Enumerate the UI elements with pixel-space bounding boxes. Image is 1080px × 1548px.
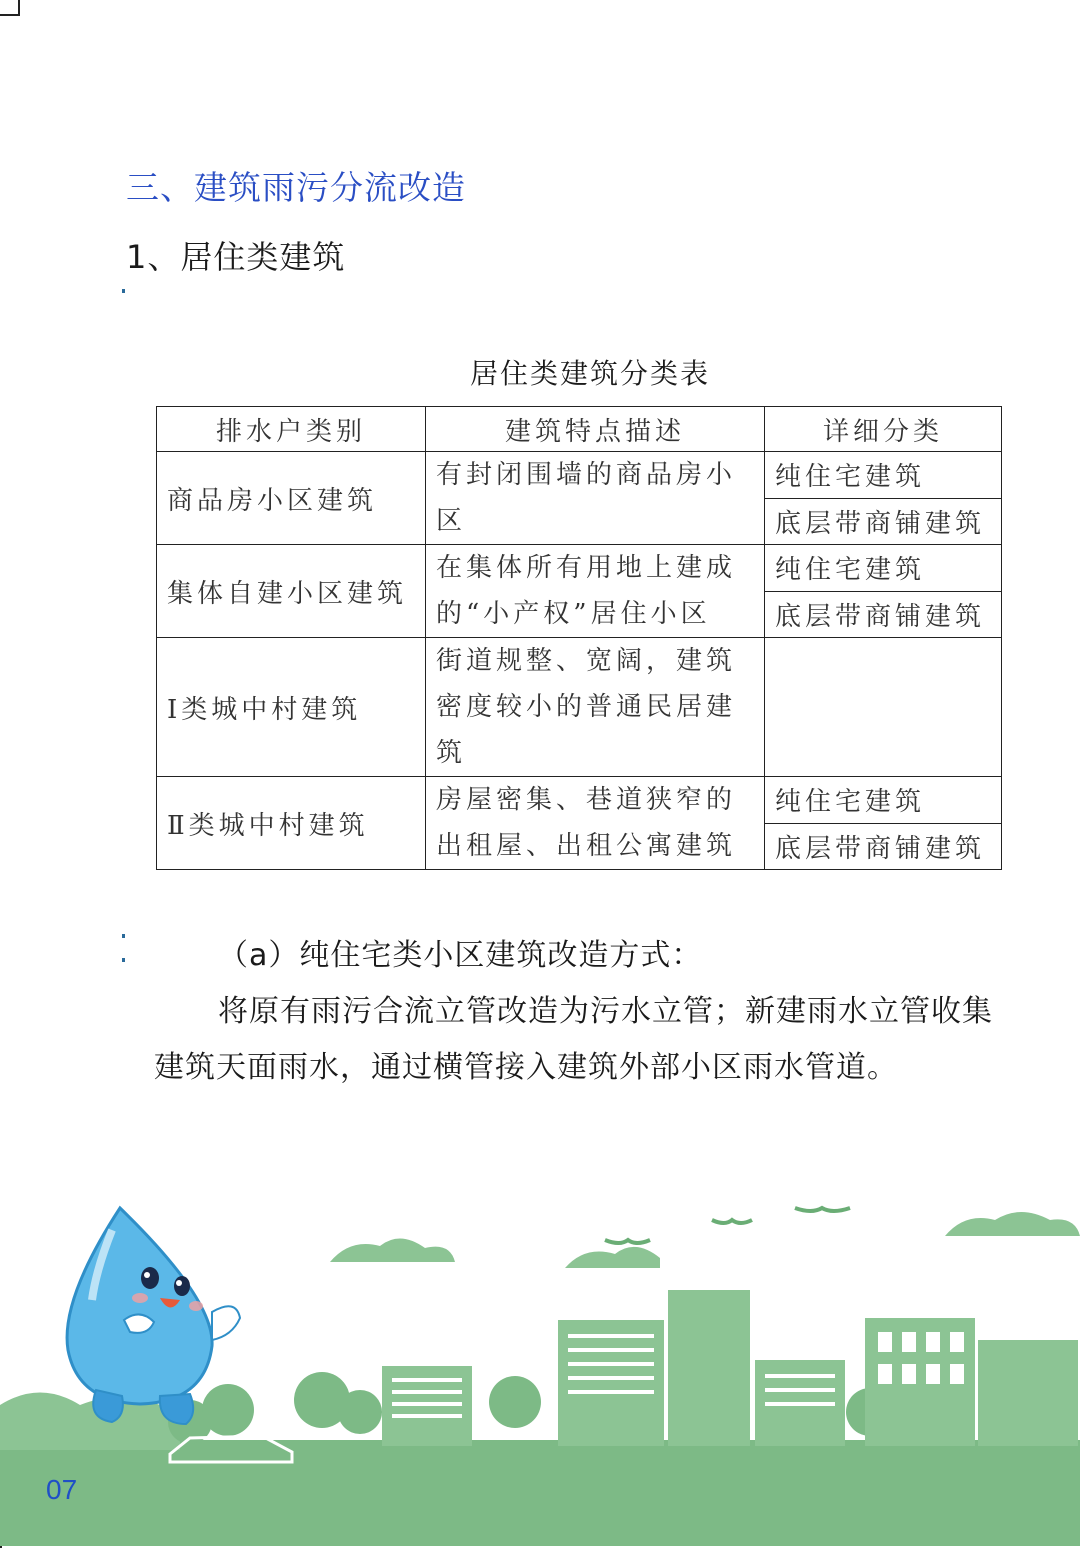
city-skyline-illustration <box>0 1190 1080 1546</box>
row-description: 有封闭围墙的商品房小区 <box>426 452 765 545</box>
paragraph-mark <box>122 958 125 962</box>
building-group <box>382 1290 1078 1446</box>
cloud-group <box>330 1212 1080 1268</box>
classification-table <box>156 406 1002 870</box>
bird-group <box>605 1208 850 1243</box>
paragraph-body-text: 将原有雨污合流立管改造为污水立管；新建雨水立管收集建筑天面雨水，通过横管接入建筑外部小区雨水管道。 <box>154 994 993 1085</box>
row-category: Ⅰ类城中村建筑 <box>157 638 426 777</box>
header-description: 建筑特点描述 <box>426 407 765 452</box>
row-detail: 纯住宅建筑 <box>765 545 1002 592</box>
section-title: 三、建筑雨污分流改造 <box>126 168 466 207</box>
table-row <box>157 452 1002 499</box>
table-caption: 居住类建筑分类表 <box>469 357 710 390</box>
header-detail: 详细分类 <box>765 407 1002 452</box>
building <box>558 1320 664 1446</box>
row-detail: 底层带商铺建筑 <box>765 498 1002 545</box>
row-detail: 底层带商铺建筑 <box>765 591 1002 638</box>
row-category: Ⅱ类城中村建筑 <box>157 777 426 870</box>
row-description: 街道规整、宽阔，建筑密度较小的普通民居建筑 <box>426 638 765 777</box>
paragraph-mark <box>122 289 125 293</box>
row-detail: 底层带商铺建筑 <box>765 823 1002 870</box>
paragraph-mark <box>122 934 125 938</box>
ground-strip <box>0 1440 1080 1546</box>
row-description: 房屋密集、巷道狭窄的出租屋、出租公寓建筑 <box>426 777 765 870</box>
paragraph-heading: （a）纯住宅类小区建筑改造方式： <box>218 938 703 973</box>
table-header-row <box>157 407 1002 452</box>
row-detail: 纯住宅建筑 <box>765 452 1002 499</box>
paragraph-body <box>154 984 994 1096</box>
row-detail: 纯住宅建筑 <box>765 777 1002 824</box>
row-category: 商品房小区建筑 <box>157 452 426 545</box>
building <box>668 1290 750 1446</box>
row-category: 集体自建小区建筑 <box>157 545 426 638</box>
page-number: 07 <box>46 1474 78 1505</box>
row-detail-empty <box>765 638 1002 777</box>
table-row <box>157 777 1002 824</box>
crop-mark-top-left <box>0 0 20 16</box>
subsection-title: 1、居住类建筑 <box>126 238 346 276</box>
header-category: 排水户类别 <box>157 407 426 452</box>
row-description: 在集体所有用地上建成的“小产权”居住小区 <box>426 545 765 638</box>
table-row <box>157 638 1002 777</box>
building <box>978 1340 1078 1446</box>
table-row <box>157 545 1002 592</box>
